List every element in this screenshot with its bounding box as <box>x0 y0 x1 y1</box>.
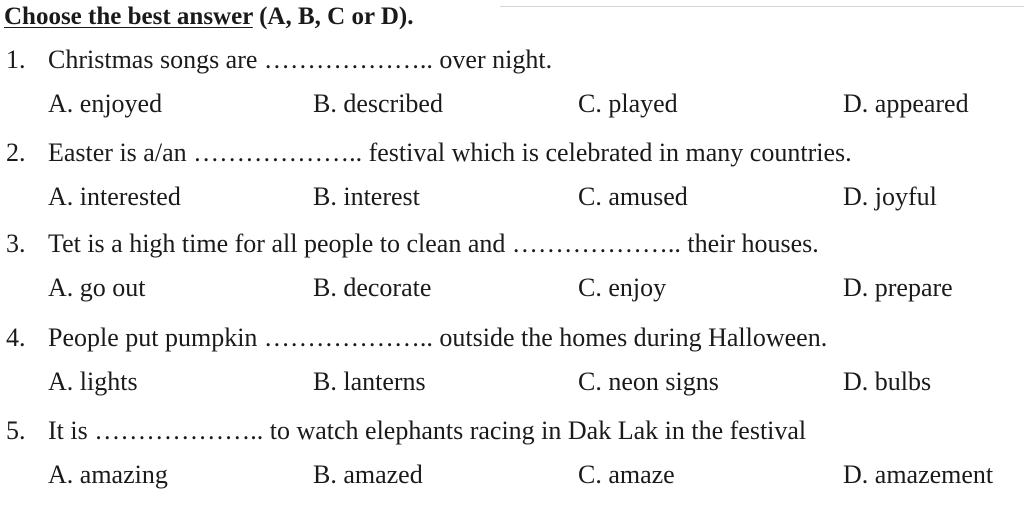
exercise-heading <box>4 0 413 34</box>
option-b[interactable]: B. interest <box>313 182 420 211</box>
option-c[interactable]: C. enjoy <box>578 273 667 302</box>
question-text: Christmas songs are ……………….. over night. <box>48 45 553 74</box>
question-3 <box>0 224 1024 318</box>
option-c[interactable]: C. amused <box>578 182 688 211</box>
heading-rest-text: (A, B, C or D). <box>252 3 414 30</box>
option-b[interactable]: B. lanterns <box>313 367 426 396</box>
question-number: 2. <box>6 138 26 167</box>
question-number: 3. <box>6 229 26 258</box>
option-d[interactable]: D. bulbs <box>843 367 932 396</box>
question-1 <box>0 40 1024 134</box>
option-a[interactable]: A. go out <box>48 273 146 302</box>
question-text: People put pumpkin ……………….. outside the homes during Halloween. <box>48 323 828 352</box>
option-d[interactable]: D. amazement <box>843 460 994 489</box>
option-a[interactable]: A. enjoyed <box>48 89 163 118</box>
option-c[interactable]: C. neon signs <box>578 367 719 396</box>
option-a[interactable]: A. interested <box>48 182 181 211</box>
top-divider <box>500 6 1024 7</box>
heading-underlined-text: Choose the best answer <box>4 3 253 30</box>
question-text: It is ……………….. to watch elephants racing in Dak Lak in the festival <box>48 416 807 445</box>
question-number: 4. <box>6 323 26 352</box>
question-4 <box>0 318 1024 412</box>
question-text: Tet is a high time for all people to clean and ……………….. their houses. <box>48 229 819 258</box>
option-c[interactable]: C. played <box>578 89 678 118</box>
option-b[interactable]: B. described <box>313 89 443 118</box>
option-d[interactable]: D. prepare <box>843 273 953 302</box>
option-d[interactable]: D. joyful <box>843 182 937 211</box>
question-text: Easter is a/an ……………….. festival which is celebrated in many countries. <box>48 138 852 167</box>
option-b[interactable]: B. amazed <box>313 460 423 489</box>
question-number: 1. <box>6 45 26 74</box>
option-c[interactable]: C. amaze <box>578 460 675 489</box>
question-2 <box>0 133 1024 227</box>
option-b[interactable]: B. decorate <box>313 273 432 302</box>
option-d[interactable]: D. appeared <box>843 89 969 118</box>
option-a[interactable]: A. lights <box>48 367 138 396</box>
question-number: 5. <box>6 416 26 445</box>
option-a[interactable]: A. amazing <box>48 460 168 489</box>
question-5 <box>0 411 1024 505</box>
